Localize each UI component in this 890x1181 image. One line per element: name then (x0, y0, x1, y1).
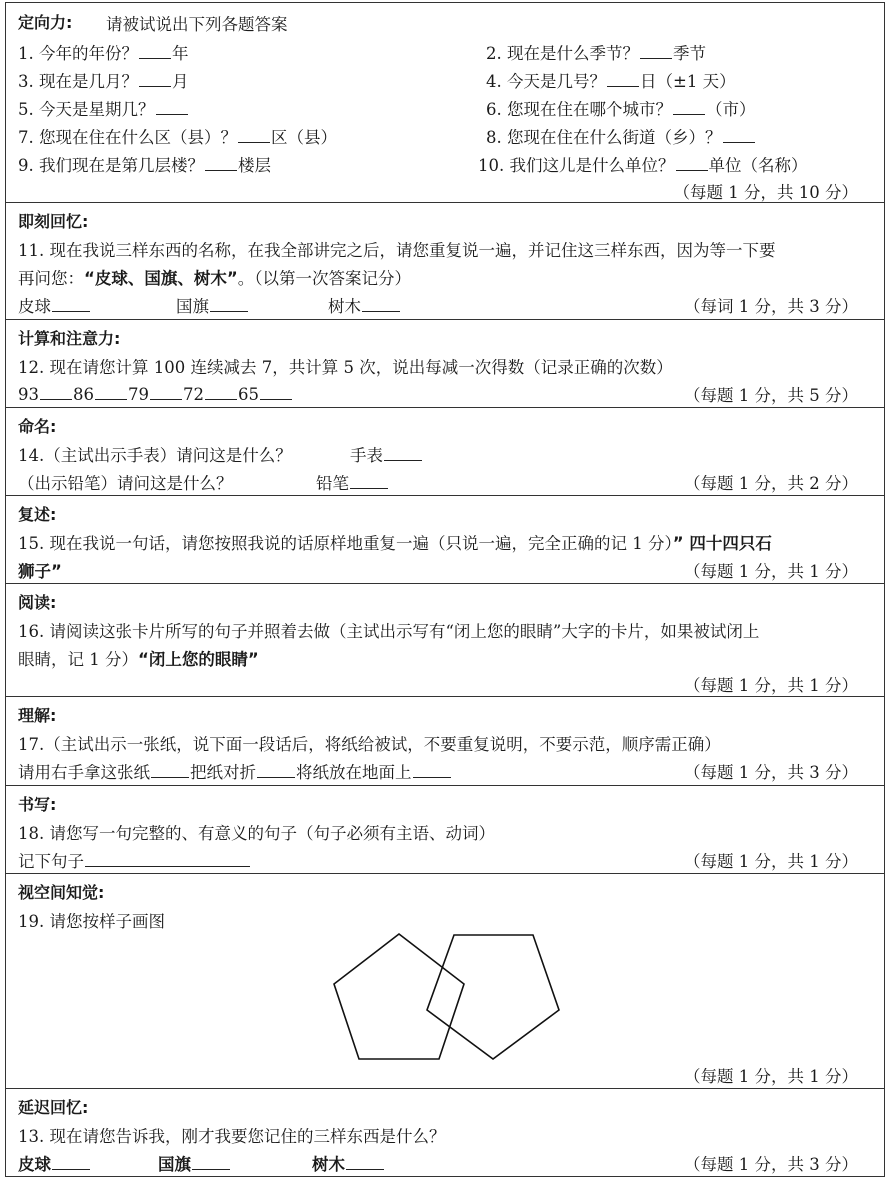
sentence-record: 记下句子 (18, 848, 251, 872)
answer-blank[interactable] (150, 382, 182, 400)
question-8: 8. 您现在住在什么街道（乡）？ (486, 124, 756, 148)
section-title: 计算和注意力: (18, 329, 121, 348)
answer-blank[interactable] (205, 382, 237, 400)
section-delayed-recall (6, 1089, 884, 1178)
answer-blank[interactable] (192, 1152, 230, 1170)
section-title: 即刻回忆: (18, 212, 89, 231)
answer-blank[interactable] (205, 153, 237, 171)
score-note: （每题 1 分，共 1 分） (684, 852, 858, 871)
question-6: 6. 您现在住在哪个城市？ （市） (486, 96, 756, 120)
answer-blank[interactable] (260, 382, 292, 400)
sentence-blank[interactable] (85, 849, 250, 867)
question-5: 5. 今天是星期几？ (18, 96, 189, 120)
score-note: （每题 1 分，共 3 分） (684, 763, 858, 782)
question-11-line-1: 11. 现在我说三样东西的名称，在我全部讲完之后，请您重复说一遍，并记住这三样东西，因为等一下要 (18, 241, 776, 260)
answer-blank[interactable] (346, 1152, 384, 1170)
recall-item-flag: 国旗 (176, 293, 249, 317)
score-note: （每题 1 分，共 3 分） (684, 1155, 858, 1174)
naming-item-pencil: 铅笔 (316, 470, 389, 494)
score-note: （每题 1 分，共 1 分） (684, 562, 858, 581)
answer-blank[interactable] (52, 1152, 90, 1170)
naming-item-watch: 手表 (350, 442, 423, 466)
delayed-item-ball: 皮球 (18, 1151, 91, 1175)
section-orientation (6, 3, 884, 203)
section-calculation (6, 320, 884, 408)
question-3: 3. 现在是几月？ 月 (18, 68, 189, 92)
answer-blank[interactable] (151, 760, 189, 778)
answer-blank[interactable] (238, 125, 270, 143)
section-visuospatial (6, 874, 884, 1089)
answer-blank[interactable] (52, 294, 90, 312)
question-10: 10. 我们这儿是什么单位？ 单位（名称） (478, 152, 808, 176)
answer-blank[interactable] (139, 41, 171, 59)
question-14: 14.（主试出示手表）请问这是什么？ (18, 446, 292, 465)
section-title: 视空间知觉: (18, 883, 105, 902)
answer-blank[interactable] (723, 125, 755, 143)
answer-blank[interactable] (607, 69, 639, 87)
answer-blank[interactable] (95, 382, 127, 400)
mmse-form (5, 2, 885, 1177)
question-7: 7. 您现在住在什么区（县）？ 区（县） (18, 124, 337, 148)
intersecting-pentagons-figure (326, 926, 576, 1066)
question-14-pencil: （出示铅笔）请问这是什么？ (18, 474, 233, 493)
answer-blank[interactable] (350, 471, 388, 489)
question-2: 2. 现在是什么季节？ 季节 (486, 40, 706, 64)
section-title: 阅读: (18, 593, 57, 612)
score-note: （每题 1 分，共 2 分） (684, 474, 858, 493)
score-note: （每题 1 分，共 10 分） (673, 183, 858, 202)
section-immediate-recall (6, 203, 884, 320)
recall-item-tree: 树木 (328, 293, 401, 317)
comprehension-steps: 请用右手拿这张纸 把纸对折 将纸放在地面上 (18, 759, 452, 783)
section-title: 书写: (18, 795, 57, 814)
answer-blank[interactable] (673, 97, 705, 115)
question-12: 12. 现在请您计算 100 连续减去 7，共计算 5 次，说出每减一次得数（记录正确的次数） (18, 358, 673, 377)
question-15-line-2: 狮子” (18, 562, 62, 581)
section-writing (6, 786, 884, 874)
pentagon-right (427, 935, 559, 1059)
pentagon-left (334, 934, 464, 1059)
question-9: 9. 我们现在是第几层楼？ 楼层 (18, 152, 271, 176)
score-note: （每词 1 分，共 3 分） (684, 297, 858, 316)
delayed-item-flag: 国旗 (158, 1151, 231, 1175)
answer-blank[interactable] (139, 69, 171, 87)
score-note: （每题 1 分，共 5 分） (684, 386, 858, 405)
calc-answers: 93 86 79 72 65 (18, 382, 293, 404)
score-note: （每题 1 分，共 1 分） (684, 1067, 858, 1086)
answer-blank[interactable] (156, 97, 188, 115)
question-1: 1. 今年的年份？ 年 (18, 40, 189, 64)
question-18: 18. 请您写一句完整的、有意义的句子（句子必须有主语、动词） (18, 824, 495, 843)
answer-blank[interactable] (40, 382, 72, 400)
answer-blank[interactable] (676, 153, 708, 171)
answer-blank[interactable] (413, 760, 451, 778)
answer-blank[interactable] (384, 443, 422, 461)
delayed-item-tree: 树木 (312, 1151, 385, 1175)
question-15: 15. 现在我说一句话，请您按照我说的话原样地重复一遍（只说一遍，完全正确的记 1 分）” 四十四只石 (18, 534, 772, 553)
section-title: 复述: (18, 505, 57, 524)
question-13: 13. 现在请您告诉我，刚才我要您记住的三样东西是什么？ (18, 1127, 446, 1146)
section-title: 延迟回忆: (18, 1098, 89, 1117)
answer-blank[interactable] (362, 294, 400, 312)
question-16-line-2: 眼睛，记 1 分）“闭上您的眼睛” (18, 650, 259, 669)
question-16: 16. 请阅读这张卡片所写的句子并照着去做（主试出示写有“闭上您的眼睛”大字的卡片，如果被试闭上 (18, 622, 760, 641)
question-11-line-2: 再问您：“皮球、国旗、树木”。（以第一次答案记分） (18, 269, 411, 288)
section-title: 理解: (18, 706, 57, 725)
recall-item-ball: 皮球 (18, 293, 91, 317)
section-title: 命名: (18, 417, 57, 436)
section-title: 定向力: (18, 13, 73, 32)
section-comprehension (6, 697, 884, 786)
answer-blank[interactable] (257, 760, 295, 778)
section-reading (6, 584, 884, 697)
answer-blank[interactable] (640, 41, 672, 59)
question-19: 19. 请您按样子画图 (18, 912, 165, 931)
question-17: 17.（主试出示一张纸，说下面一段话后，将纸给被试，不要重复说明，不要示范，顺序需正确） (18, 735, 721, 754)
section-repetition (6, 496, 884, 584)
question-4: 4. 今天是几号？ 日（±1 天） (486, 68, 736, 92)
section-naming (6, 408, 884, 496)
answer-blank[interactable] (210, 294, 248, 312)
score-note: （每题 1 分，共 1 分） (684, 676, 858, 695)
orientation-instruction: 请被试说出下列各题答案 (106, 15, 288, 34)
